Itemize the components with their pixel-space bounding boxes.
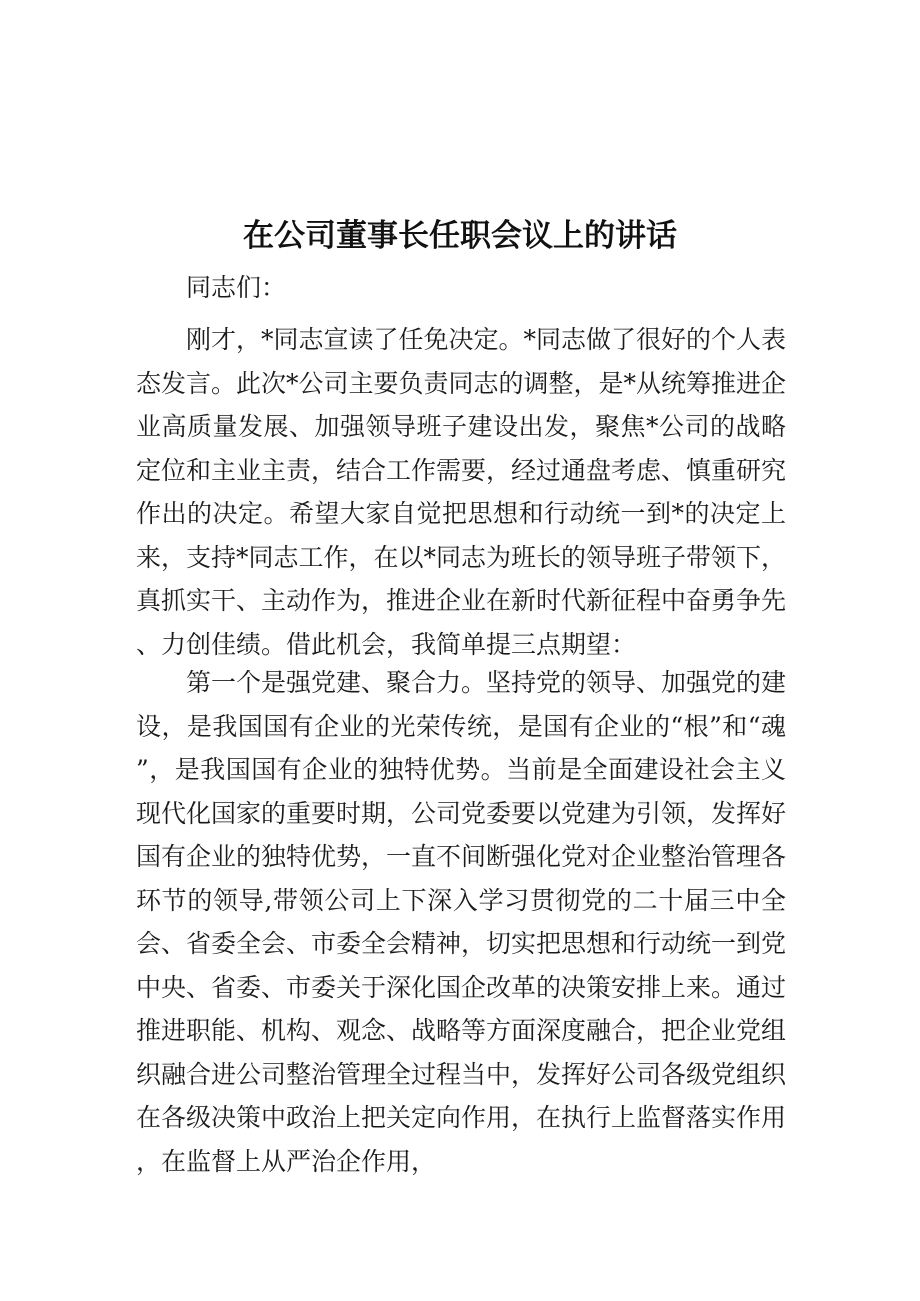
salutation: 同志们：: [186, 273, 287, 302]
document-title: 在公司董事长任职会议上的讲话: [243, 218, 677, 254]
paragraph-first-point: 第一个是强党建、聚合力。坚持党的领导、加强党的建设，是我国国有企业的光荣传统，是国有企业的“根”和“魂”，是我国国有企业的独特优势。当前是全面建设社会主义现代化国家的重要时期，公司党委要以党建为引领，发挥好国有企业的独特优势，一直不间断强化党对企业整治管理各环节的领导,带领公司上下深入学习贯彻党的二十届三中全会、省委全会、市委全会精神，切实把思想和行动统一到党中央、省委、市委关于深化国企改革的决策安排上来。通过推进职能、机构、观念、战略等方面深度融合，把企业党组织融合进公司整治管理全过程当中，发挥好公司各级党组织在各级决策中政治上把关定向作用，在执行上监督落实作用，在监督上从严治企作用，: [136, 668, 787, 1176]
paragraph-opening: 刚才，*同志宣读了任免决定。*同志做了很好的个人表态发言。此次*公司主要负责同志的调整，是*从统筹推进企业高质量发展、加强领导班子建设出发，聚焦*公司的战略定位和主业主责，结合工作需要，经过通盘考虑、慎重研究作出的决定。希望大家自觉把思想和行动统一到*的决定上来，支持*同志工作，在以*同志为班长的领导班子带领下，真抓实干、主动作为，推进企业在新时代新征程中奋勇争先、力创佳绩。借此机会，我简单提三点期望：: [136, 325, 787, 659]
